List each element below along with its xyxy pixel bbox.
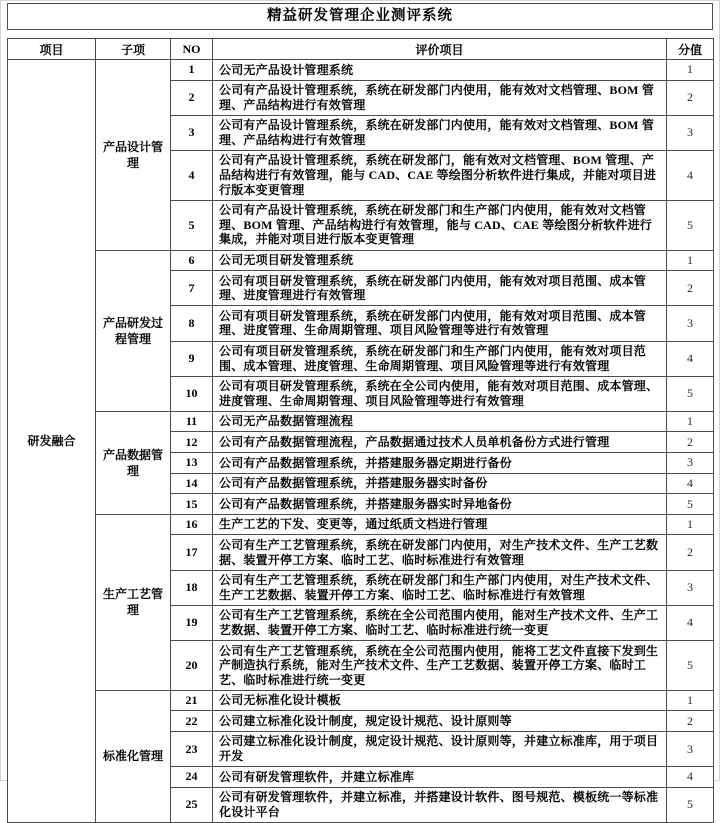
evaluation-text-cell: 公司有生产工艺管理系统，系统在研发部门和生产部门内使用，对生产技术文件、生产工艺数据、装置开停工方案、临时工艺、临时标准进行有效管理 — [213, 570, 667, 605]
evaluation-text-cell: 公司有产品设计管理系统，系统在研发部门内使用，能有效对文档管理、BOM 管理、产品结构进行有效管理 — [213, 115, 667, 150]
col-header-no: NO — [171, 39, 213, 60]
score-cell: 5 — [667, 787, 714, 822]
row-number-cell: 7 — [171, 271, 213, 306]
subitem-cell: 生产工艺管理 — [96, 514, 171, 690]
document-body — [7, 3, 713, 823]
score-cell: 1 — [667, 514, 714, 535]
evaluation-text-cell: 公司有生产工艺管理系统，系统在全公司范围内使用，能将工艺文件直接下发到生产制造执行系统，能对生产技术文件、生产工艺数据、装置开停工方案、临时工艺、临时标准进行统一变更 — [213, 641, 667, 691]
score-cell: 1 — [667, 250, 714, 271]
evaluation-text-cell: 公司无项目研发管理系统 — [213, 250, 667, 271]
score-cell: 5 — [667, 376, 714, 411]
col-header-score: 分值 — [667, 39, 714, 60]
subitem-cell: 产品数据管理 — [96, 411, 171, 514]
score-cell: 4 — [667, 473, 714, 494]
page-title: 精益研发管理企业测评系统 — [7, 3, 713, 30]
evaluation-text-cell: 公司有项目研发管理系统，系统在研发部门和生产部门内使用，能有效对项目范围、成本管理、进度管理、生命周期管理、项目风险管理等进行有效管理 — [213, 341, 667, 376]
evaluation-text-cell: 公司有项目研发管理系统，系统在全公司内使用，能有效对项目范围、成本管理、进度管理、生命周期管理、项目风险管理等进行有效管理 — [213, 376, 667, 411]
score-cell: 5 — [667, 641, 714, 691]
row-number-cell: 1 — [171, 60, 213, 81]
evaluation-text-cell: 公司无产品数据管理流程 — [213, 411, 667, 432]
row-number-cell: 13 — [171, 453, 213, 474]
table-row — [8, 690, 714, 711]
evaluation-text-cell: 公司有项目研发管理系统，系统在研发部门内使用，能有效对项目范围、成本管理、进度管理进行有效管理 — [213, 271, 667, 306]
row-number-cell: 23 — [171, 731, 213, 766]
row-number-cell: 21 — [171, 690, 213, 711]
col-header-subitem: 子项 — [96, 39, 171, 60]
evaluation-text-cell: 公司有项目研发管理系统，系统在研发部门内使用，能有效对项目范围、成本管理、进度管理、生命周期管理、项目风险管理等进行有效管理 — [213, 306, 667, 341]
col-header-project: 项目 — [8, 39, 96, 60]
table-row — [8, 514, 714, 535]
row-number-cell: 8 — [171, 306, 213, 341]
score-cell: 2 — [667, 535, 714, 570]
score-cell: 4 — [667, 605, 714, 640]
evaluation-text-cell: 公司有生产工艺管理系统，系统在研发部门内使用，对生产技术文件、生产工艺数据、装置开停工方案、临时工艺、临时标准进行有效管理 — [213, 535, 667, 570]
evaluation-text-cell: 公司有生产工艺管理系统，系统在全公司范围内使用，能对生产技术文件、生产工艺数据、装置开停工方案、临时工艺、临时标准进行统一变更 — [213, 605, 667, 640]
table-row — [8, 411, 714, 432]
table-row — [8, 250, 714, 271]
evaluation-text-cell: 公司有研发管理软件，并建立标准库 — [213, 767, 667, 788]
row-number-cell: 25 — [171, 787, 213, 822]
row-number-cell: 12 — [171, 432, 213, 453]
score-cell: 3 — [667, 115, 714, 150]
row-number-cell: 18 — [171, 570, 213, 605]
row-number-cell: 10 — [171, 376, 213, 411]
row-number-cell: 5 — [171, 200, 213, 250]
evaluation-text-cell: 公司有产品设计管理系统，系统在研发部门内使用，能有效对文档管理、BOM 管理、产品结构进行有效管理 — [213, 80, 667, 115]
evaluation-text-cell: 公司有产品数据管理系统，并搭建服务器定期进行备份 — [213, 453, 667, 474]
evaluation-text-cell: 生产工艺的下发、变更等，通过纸质文档进行管理 — [213, 514, 667, 535]
score-cell: 1 — [667, 411, 714, 432]
score-cell: 4 — [667, 341, 714, 376]
score-cell: 5 — [667, 494, 714, 515]
evaluation-text-cell: 公司建立标准化设计制度，规定设计规范、设计原则等 — [213, 711, 667, 732]
evaluation-text-cell: 公司有研发管理软件，并建立标准，并搭建设计软件、图号规范、模板统一等标准化设计平台 — [213, 787, 667, 822]
row-number-cell: 2 — [171, 80, 213, 115]
row-number-cell: 4 — [171, 150, 213, 200]
score-cell: 2 — [667, 80, 714, 115]
score-cell: 3 — [667, 731, 714, 766]
evaluation-text-cell: 公司无标准化设计模板 — [213, 690, 667, 711]
subitem-cell: 产品设计管理 — [96, 60, 171, 251]
evaluation-text-cell: 公司无产品设计管理系统 — [213, 60, 667, 81]
project-cell: 研发融合 — [8, 60, 96, 823]
row-number-cell: 22 — [171, 711, 213, 732]
row-number-cell: 15 — [171, 494, 213, 515]
score-cell: 2 — [667, 271, 714, 306]
score-cell: 3 — [667, 306, 714, 341]
table-row — [8, 60, 714, 81]
header-row — [8, 39, 714, 60]
score-cell: 5 — [667, 200, 714, 250]
score-cell: 4 — [667, 767, 714, 788]
evaluation-table — [7, 38, 714, 823]
row-number-cell: 19 — [171, 605, 213, 640]
evaluation-text-cell: 公司有产品数据管理系统，并搭建服务器实时备份 — [213, 473, 667, 494]
row-number-cell: 17 — [171, 535, 213, 570]
score-cell: 1 — [667, 60, 714, 81]
subitem-cell: 产品研发过程管理 — [96, 250, 171, 411]
row-number-cell: 9 — [171, 341, 213, 376]
row-number-cell: 20 — [171, 641, 213, 691]
col-header-item: 评价项目 — [213, 39, 667, 60]
score-cell: 2 — [667, 432, 714, 453]
subitem-cell: 标准化管理 — [96, 690, 171, 822]
score-cell: 4 — [667, 150, 714, 200]
score-cell: 3 — [667, 453, 714, 474]
table-body — [8, 60, 714, 823]
row-number-cell: 24 — [171, 767, 213, 788]
row-number-cell: 14 — [171, 473, 213, 494]
evaluation-text-cell: 公司建立标准化设计制度，规定设计规范、设计原则等，并建立标准库，用于项目开发 — [213, 731, 667, 766]
score-cell: 2 — [667, 711, 714, 732]
evaluation-text-cell: 公司有产品设计管理系统，系统在研发部门和生产部门内使用，能有效对文档管理、BOM 管理、产品结构进行有效管理，能与 CAD、CAE 等绘图分析软件进行集成，并能对项目进行版本变更管理 — [213, 200, 667, 250]
row-number-cell: 11 — [171, 411, 213, 432]
score-cell: 3 — [667, 570, 714, 605]
score-cell: 1 — [667, 690, 714, 711]
row-number-cell: 16 — [171, 514, 213, 535]
row-number-cell: 3 — [171, 115, 213, 150]
evaluation-text-cell: 公司有产品数据管理流程，产品数据通过技术人员单机备份方式进行管理 — [213, 432, 667, 453]
row-number-cell: 6 — [171, 250, 213, 271]
evaluation-text-cell: 公司有产品数据管理系统，并搭建服务器实时异地备份 — [213, 494, 667, 515]
evaluation-text-cell: 公司有产品设计管理系统，系统在研发部门，能有效对文档管理、BOM 管理、产品结构进行有效管理，能与 CAD、CAE 等绘图分析软件进行集成，并能对项目进行版本变更管理 — [213, 150, 667, 200]
